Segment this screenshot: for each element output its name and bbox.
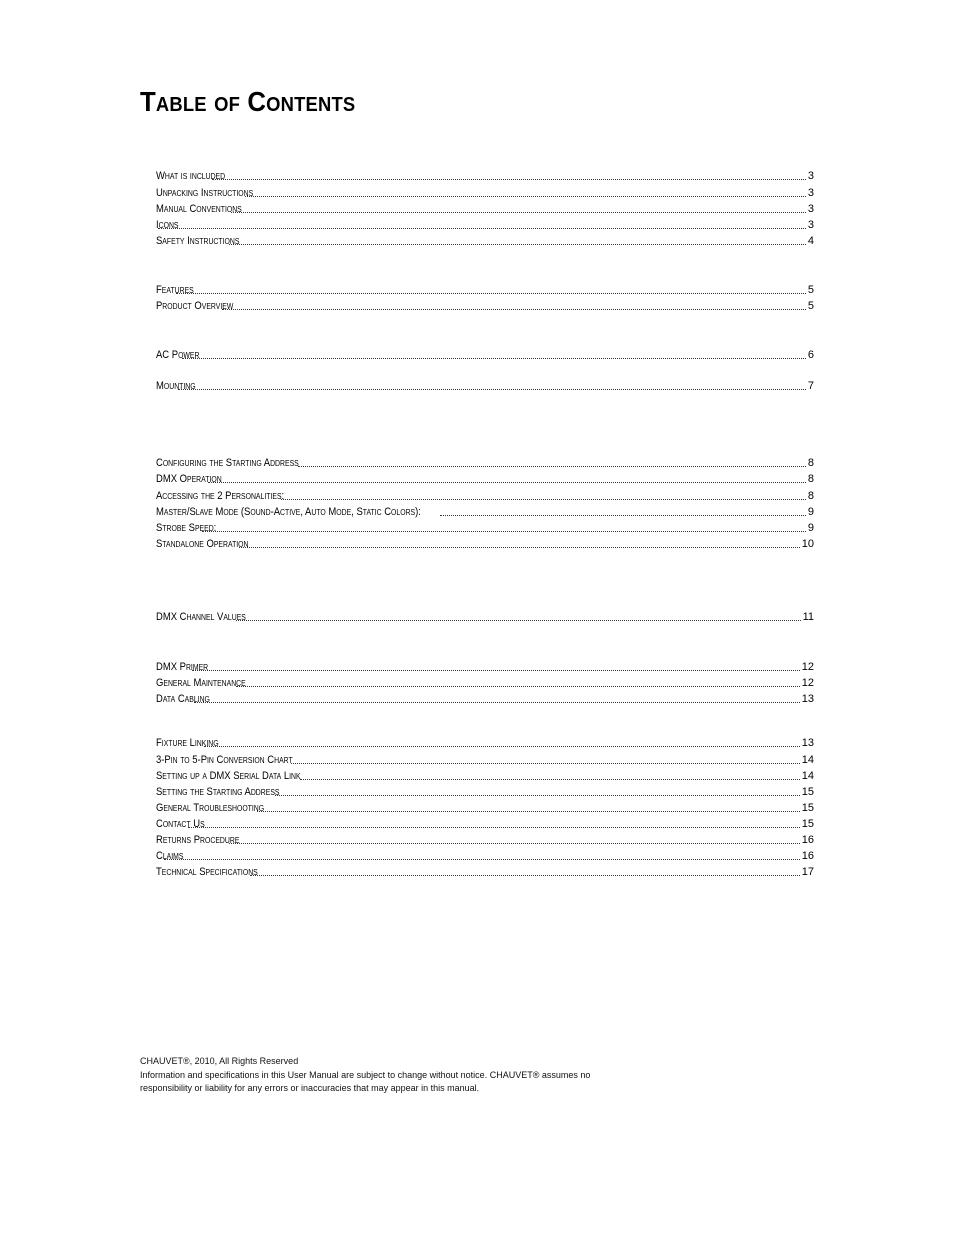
toc-leader-dots xyxy=(212,179,806,180)
toc-entry[interactable] xyxy=(156,783,814,799)
toc-entry-page: 8 xyxy=(807,457,814,469)
toc-entry-label: Standalone Operation xyxy=(156,538,249,550)
toc-entry-page: 5 xyxy=(807,300,814,312)
disclaimer-line: Information and specifications in this User Manual are subject to change without notice. CHAUVET® assumes no xyxy=(140,1069,591,1080)
toc-entry[interactable] xyxy=(156,503,814,519)
toc-entry-label: Setting up a DMX Serial Data Link xyxy=(156,770,301,782)
toc-entry-page: 13 xyxy=(801,737,814,749)
toc-entry-label: Technical Specifications xyxy=(156,866,258,878)
toc-entry-page: 12 xyxy=(801,661,814,673)
toc-entry-page: 16 xyxy=(801,834,814,846)
toc-leader-dots xyxy=(231,212,805,213)
toc-entry-label: Manual Conventions xyxy=(156,203,242,215)
toc-entry[interactable] xyxy=(156,767,814,783)
toc-entry-page: 3 xyxy=(807,170,814,182)
toc-entry[interactable] xyxy=(156,734,814,750)
copyright-footer xyxy=(140,1055,700,1096)
toc-entry-label: DMX Channel Values xyxy=(156,611,246,623)
toc-entry[interactable] xyxy=(156,799,814,815)
toc-leader-dots xyxy=(192,670,799,671)
toc-entry-label: Accessing the 2 Personalities: xyxy=(156,490,285,502)
toc-leader-dots xyxy=(176,293,806,294)
toc-entry-page: 14 xyxy=(801,754,814,766)
toc-entry-page: 15 xyxy=(801,818,814,830)
toc-entry-label: Returns Procedure xyxy=(156,834,240,846)
toc-entry[interactable] xyxy=(156,847,814,863)
toc-leader-dots xyxy=(250,875,800,876)
page-title: Table of Contents xyxy=(140,86,356,117)
toc-entry-label: Product Overview xyxy=(156,300,234,312)
toc-entry[interactable] xyxy=(156,519,814,535)
toc-entry[interactable] xyxy=(156,658,814,674)
disclaimer-line: responsibility or liability for any errors or inaccuracies that may appear in this manual. xyxy=(140,1083,480,1093)
toc-leader-dots xyxy=(164,859,800,860)
toc-entry[interactable] xyxy=(156,167,814,183)
toc-entry[interactable] xyxy=(156,608,814,624)
toc-entry-label: Mounting xyxy=(156,380,196,392)
toc-entry-label: Data Cabling xyxy=(156,693,210,705)
toc-entry-label: Unpacking Instructions xyxy=(156,187,254,199)
toc-entry-page: 4 xyxy=(807,235,814,247)
toc-leader-dots xyxy=(291,763,800,764)
toc-entry-label: Strobe Speed: xyxy=(156,522,217,534)
toc-entry[interactable] xyxy=(156,200,814,216)
toc-leader-dots xyxy=(178,389,806,390)
toc-leader-dots xyxy=(275,795,799,796)
toc-entry-page: 15 xyxy=(801,802,814,814)
toc-leader-dots xyxy=(245,196,806,197)
toc-leader-dots xyxy=(239,547,800,548)
toc-entry-label: General Maintenance xyxy=(156,677,246,689)
toc-entry-page: 11 xyxy=(802,611,814,623)
toc-entry-label: AC Power xyxy=(156,349,200,361)
toc-entry-page: 15 xyxy=(801,786,814,798)
toc-entry[interactable] xyxy=(156,297,814,313)
toc-entry[interactable] xyxy=(156,377,814,393)
toc-entry-label: Setting the Starting Address xyxy=(156,786,280,798)
toc-leader-dots xyxy=(257,811,799,812)
toc-leader-dots xyxy=(236,686,800,687)
toc-entry[interactable] xyxy=(156,674,814,690)
toc-entry-label: Claims xyxy=(156,850,184,862)
toc-leader-dots xyxy=(194,702,799,703)
toc-entry[interactable] xyxy=(156,232,814,248)
toc-entry[interactable] xyxy=(156,216,814,232)
copyright-line: CHAUVET®, 2010, All Rights Reserved xyxy=(140,1056,299,1066)
toc-entry-label: Configuring the Starting Address xyxy=(156,457,299,469)
toc-entry-page: 3 xyxy=(807,219,814,231)
toc-entry-label: Icons xyxy=(156,219,179,231)
toc-entry[interactable] xyxy=(156,487,814,503)
toc-entry-page: 17 xyxy=(801,866,814,878)
toc-entry-page: 7 xyxy=(807,380,814,392)
toc-entry-page: 9 xyxy=(807,506,814,518)
toc-leader-dots xyxy=(202,531,806,532)
toc-entry-page: 6 xyxy=(807,349,814,361)
toc-leader-dots xyxy=(298,466,806,467)
toc-entry-page: 8 xyxy=(807,490,814,502)
toc-entry-label: Fixture Linking xyxy=(156,737,219,749)
toc-entry[interactable] xyxy=(156,346,814,362)
toc-entry[interactable] xyxy=(156,690,814,706)
toc-entry-page: 3 xyxy=(807,203,814,215)
toc-entry[interactable] xyxy=(156,281,814,297)
toc-entry-page: 9 xyxy=(807,522,814,534)
toc-entry-label: DMX Operation xyxy=(156,473,222,485)
toc-leader-dots xyxy=(208,482,806,483)
toc-entry-label: What is included xyxy=(156,170,226,182)
toc-entry-label: 3-Pin to 5-Pin Conversion Chart xyxy=(156,754,293,766)
toc-leader-dots xyxy=(281,499,806,500)
toc-leader-dots xyxy=(229,843,800,844)
toc-entry-page: 14 xyxy=(801,770,814,782)
toc-entry-page: 10 xyxy=(801,538,814,550)
toc-entry-page: 8 xyxy=(807,473,814,485)
toc-entry[interactable] xyxy=(156,535,814,551)
toc-entry-label: Safety Instructions xyxy=(156,235,240,247)
toc-leader-dots xyxy=(300,779,800,780)
toc-entry[interactable] xyxy=(156,815,814,831)
toc-entry[interactable] xyxy=(156,470,814,486)
toc-entry-page: 16 xyxy=(801,850,814,862)
toc-entry-label: General Troubleshooting xyxy=(156,802,265,814)
toc-leader-dots xyxy=(222,309,806,310)
toc-entry-page: 13 xyxy=(801,693,814,705)
toc-entry-page: 3 xyxy=(807,187,814,199)
toc-leader-dots xyxy=(182,358,806,359)
toc-entry[interactable] xyxy=(156,751,814,767)
toc-entry[interactable] xyxy=(156,184,814,200)
toc-entry-label: Contact Us xyxy=(156,818,205,830)
toc-entry-page: 5 xyxy=(807,284,814,296)
toc-leader-dots xyxy=(158,228,806,229)
toc-leader-dots xyxy=(204,746,799,747)
toc-entry[interactable] xyxy=(156,863,814,879)
toc-entry[interactable] xyxy=(156,831,814,847)
toc-leader-dots xyxy=(188,827,799,828)
toc-entry[interactable] xyxy=(156,454,814,470)
toc-entry-page: 12 xyxy=(801,677,814,689)
toc-entry-label: DMX Primer xyxy=(156,661,209,673)
toc-entry-label: Features xyxy=(156,284,194,296)
toc-leader-dots xyxy=(440,515,806,516)
toc-entry-label: Master/Slave Mode (Sound-Active, Auto Mode, Static Colors): xyxy=(156,506,421,518)
toc-leader-dots xyxy=(236,620,800,621)
toc-leader-dots xyxy=(229,244,806,245)
